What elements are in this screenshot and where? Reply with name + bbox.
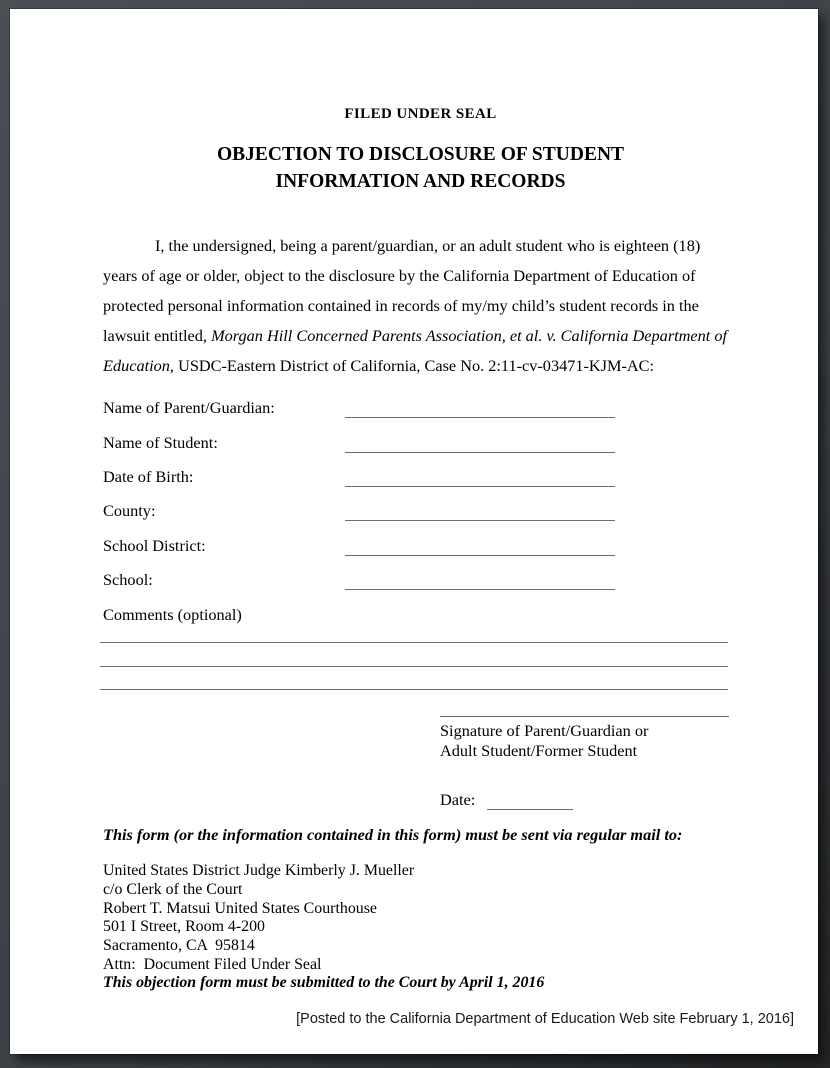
field-row-school-district <box>103 529 738 563</box>
document-title-line2: INFORMATION AND RECORDS <box>275 170 566 192</box>
mailing-address-block <box>103 862 738 993</box>
field-row-date-of-birth <box>103 460 738 494</box>
case-name-italic: Morgan Hill Concerned Parents Association, et al. v. California Department of Education <box>103 326 728 375</box>
address-line-clerk: c/o Clerk of the Court <box>103 880 243 898</box>
intro-paragraph <box>103 231 728 381</box>
intro-text-part1: I, the undersigned, being a parent/guardian, or an adult student who is eighteen (18) years of age or older, object to the disclosure by the California Department of Education of protected personal information contained in records of my/my child’s student records in the lawsuit entitled, <box>103 236 701 345</box>
filed-under-seal-heading: FILED UNDER SEAL <box>344 106 497 122</box>
comments-blank-line-1 <box>100 632 728 643</box>
blank-line-school-district <box>345 554 615 556</box>
signature-block <box>440 716 729 760</box>
comments-blank-line-3 <box>100 667 728 691</box>
document-page <box>10 9 818 1054</box>
field-row-student-name <box>103 426 738 460</box>
document-title-line1: OBJECTION TO DISCLOSURE OF STUDENT <box>216 144 625 165</box>
intro-text-part2: , USDC-Eastern District of California, Case No. 2:11-cv-03471-KJM-AC: <box>169 356 655 375</box>
date-blank-line <box>487 808 573 810</box>
comments-blank-lines <box>100 632 728 690</box>
field-label-date-of-birth: Date of Birth: <box>103 467 194 487</box>
comments-blank-line-2 <box>100 643 728 667</box>
field-row-parent-guardian <box>103 391 738 425</box>
signature-caption-line2: Adult Student/Former Student <box>440 740 638 760</box>
field-row-school <box>103 563 738 597</box>
signature-caption-line1: Signature of Parent/Guardian or <box>440 721 649 741</box>
blank-line-parent-guardian <box>345 416 615 418</box>
field-label-county: County: <box>103 501 156 521</box>
comments-label: Comments (optional) <box>103 604 242 624</box>
field-label-school: School: <box>103 570 153 590</box>
blank-line-school <box>345 588 615 590</box>
document-content <box>103 9 738 1054</box>
field-label-school-district: School District: <box>103 535 206 555</box>
blank-line-date-of-birth <box>345 485 615 487</box>
date-label: Date: <box>440 790 476 810</box>
address-line-street: 501 I Street, Room 4-200 <box>103 918 265 936</box>
deadline-notice: This objection form must be submitted to the Court by April 1, 2016 <box>103 974 545 992</box>
date-row <box>440 790 738 810</box>
mail-instruction-notice: This form (or the information contained in this form) must be sent via regular mail to: <box>103 825 683 845</box>
address-line-attn: Attn: Document Filed Under Seal <box>103 955 322 973</box>
field-label-parent-guardian: Name of Parent/Guardian: <box>103 398 275 418</box>
address-line-courthouse: Robert T. Matsui United States Courthouse <box>103 899 377 917</box>
address-line-judge: United States District Judge Kimberly J. Mueller <box>103 862 415 880</box>
document-title <box>103 142 738 195</box>
field-row-county <box>103 494 738 528</box>
field-label-student-name: Name of Student: <box>103 432 218 452</box>
address-line-city: Sacramento, CA 95814 <box>103 937 255 955</box>
comments-label-row <box>103 598 738 632</box>
blank-line-county <box>345 519 615 521</box>
blank-line-student-name <box>345 451 615 453</box>
form-fields <box>103 391 738 632</box>
posted-date-footnote: [Posted to the California Department of Education Web site February 1, 2016] <box>296 1011 794 1027</box>
